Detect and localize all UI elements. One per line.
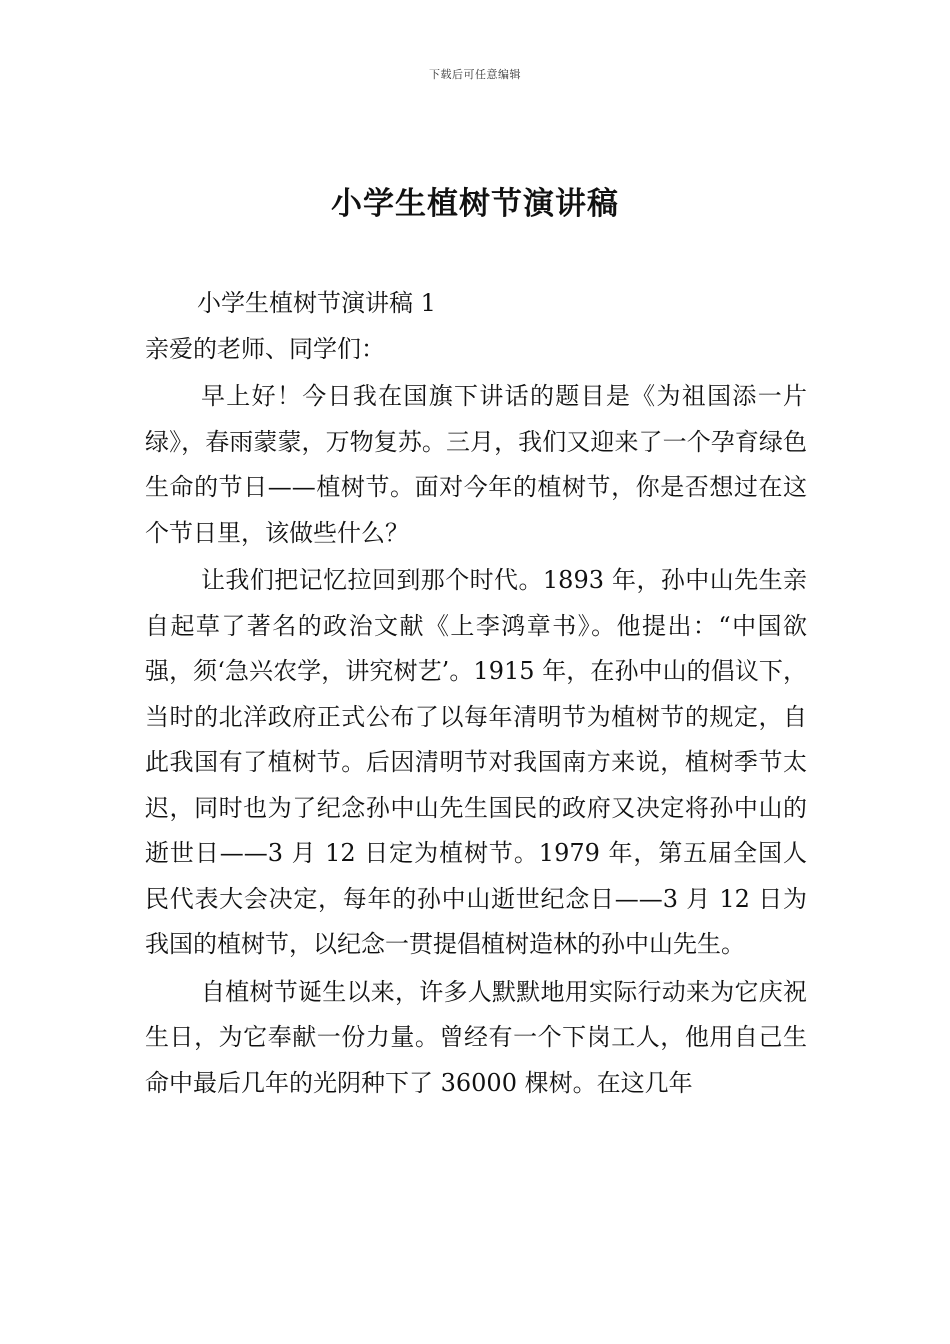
header-note: 下载后可任意编辑 xyxy=(429,68,521,81)
paragraph-1: 早上好！今日我在国旗下讲话的题目是《为祖国添一片绿》，春雨蒙蒙，万物复苏。三月，我们又迎来了一个孕育绿色生命的节日——植树节。面对今年的植树节，你是否想过在这个节日里，该做些什么？ xyxy=(145,382,807,547)
speech-subtitle: 小学生植树节演讲稿 1 xyxy=(197,289,436,317)
salutation: 亲爱的老师、同学们： xyxy=(145,334,385,363)
document-title: 小学生植树节演讲稿 xyxy=(331,186,619,222)
paragraph-2: 让我们把记忆拉回到那个时代。1893 年，孙中山先生亲自起草了著名的政治文献《上李鸿章书》。他提出：“中国欲强，须‘急兴农学，讲究树艺’。1915 年，在孙中山的倡议下，当时的北洋政府正式公布了以每年清明节为植树节的规定，自此我国有了植树节。后因清明节对我国南方来说，植树季节太迟，同时也为了纪念孙中山先生国民的政府又决定将孙中山的逝世日——3 月 12 日定为植树节。1979 年，第五届全国人民代表大会决定，每年的孙中山逝世纪念日——3 月 12 日为我国的植树节，以纪念一贯提倡植树造林的孙中山先生。 xyxy=(145,566,807,958)
document-body xyxy=(145,281,807,1106)
paragraph-3: 自植树节诞生以来，许多人默默地用实际行动来为它庆祝生日，为它奉献一份力量。曾经有一个下岗工人，他用自己生命中最后几年的光阴种下了 36000 棵树。在这几年 xyxy=(145,977,807,1097)
